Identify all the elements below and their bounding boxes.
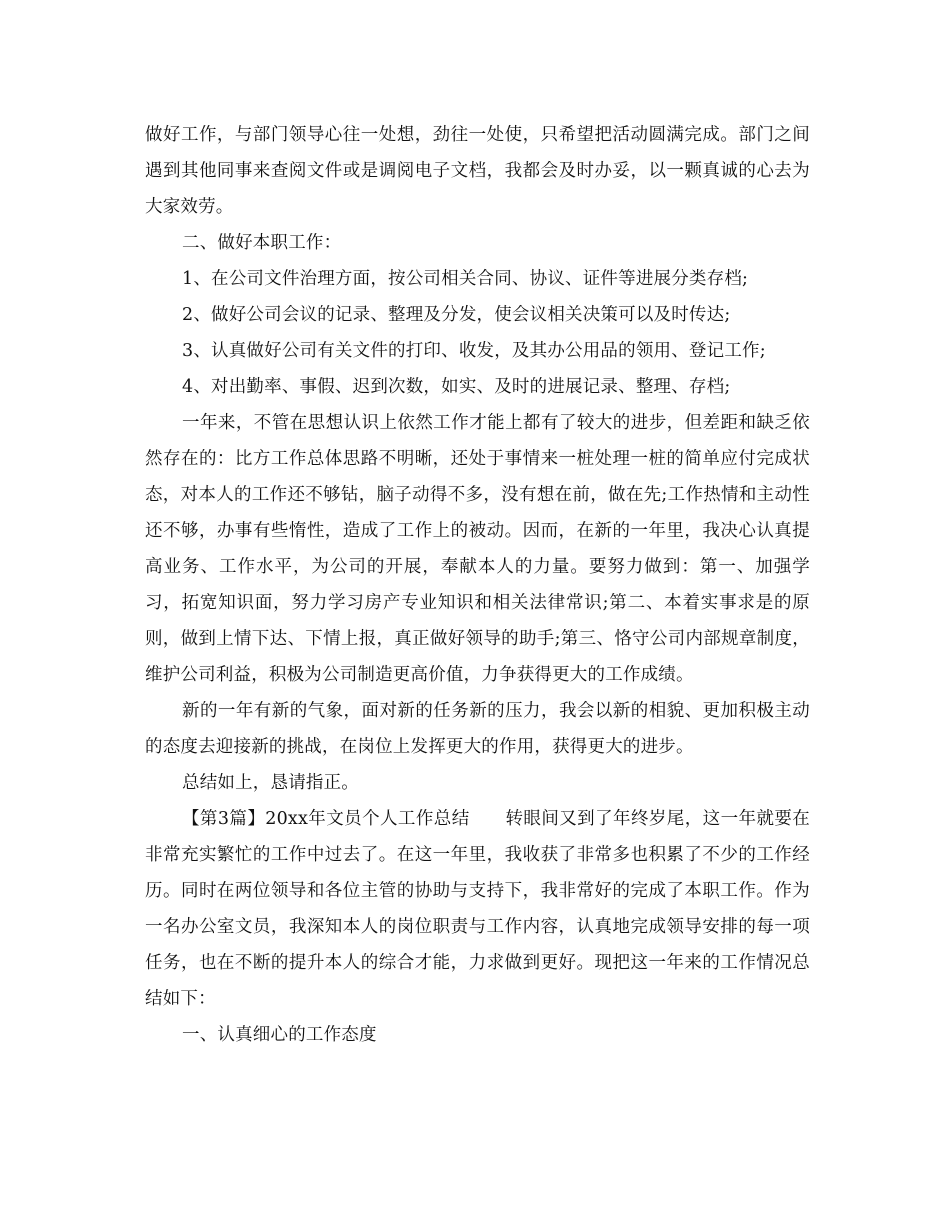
paragraph-outlook: 新的一年有新的气象，面对新的任务新的压力，我会以新的相貌、更加积极主动的态度去迎接新的挑战，在岗位上发挥更大的作用，获得更大的进步。	[145, 701, 810, 757]
paragraph-closing: 总结如上，恳请指正。	[182, 773, 359, 793]
list-item-4: 4、对出勤率、事假、迟到次数，如实、及时的进展记录、整理、存档;	[182, 377, 731, 397]
paragraph-1: 做好工作，与部门领导心往一处想，劲往一处使，只希望把活动圆满完成。部门之间遇到其他同事来查阅文件或是调阅电子文档，我都会及时办妥，以一颗真诚的心去为大家效劳。	[145, 125, 810, 217]
document-body	[145, 117, 810, 1053]
list-item-3: 3、认真做好公司有关文件的打印、收发，及其办公用品的领用、登记工作;	[182, 341, 766, 361]
list-item-2: 2、做好公司会议的记录、整理及分发，使会议相关决策可以及时传达;	[182, 305, 731, 325]
paragraph-review: 一年来，不管在思想认识上依然工作才能上都有了较大的进步，但差距和缺乏依然存在的：比方工作总体思路不明晰，还处于事情来一桩处理一桩的简单应付完成状态，对本人的工作还不够钻，脑子动得不多，没有想在前，做在先;工作热情和主动性还不够，办事有些惰性，造成了工作上的被动。因而，在新的一年里，我决心认真提高业务、工作水平，为公司的开展，奉献本人的力量。要努力做到：第一、加强学习，拓宽知识面，努力学习房产专业知识和相关法律常识;第二、本着实事求是的原则，做到上情下达、下情上报，真正做好领导的助手;第三、恪守公司内部规章制度，维护公司利益，积极为公司制造更高价值，力争获得更大的工作成绩。	[145, 413, 810, 685]
section-heading-2: 二、做好本职工作：	[182, 233, 342, 253]
section-heading-1: 一、认真细心的工作态度	[182, 1025, 377, 1045]
paragraph-article-3: 【第3篇】20xx年文员个人工作总结 转眼间又到了年终岁尾，这一年就要在非常充实繁忙的工作中过去了。在这一年里，我收获了非常多也积累了不少的工作经历。同时在两位领导和各位主管的协助与支持下，我非常好的完成了本职工作。作为一名办公室文员，我深知本人的岗位职责与工作内容，认真地完成领导安排的每一项任务，也在不断的提升本人的综合才能，力求做到更好。现把这一年来的工作情况总结如下：	[145, 809, 810, 1009]
list-item-1: 1、在公司文件治理方面，按公司相关合同、协议、证件等进展分类存档;	[182, 269, 749, 289]
